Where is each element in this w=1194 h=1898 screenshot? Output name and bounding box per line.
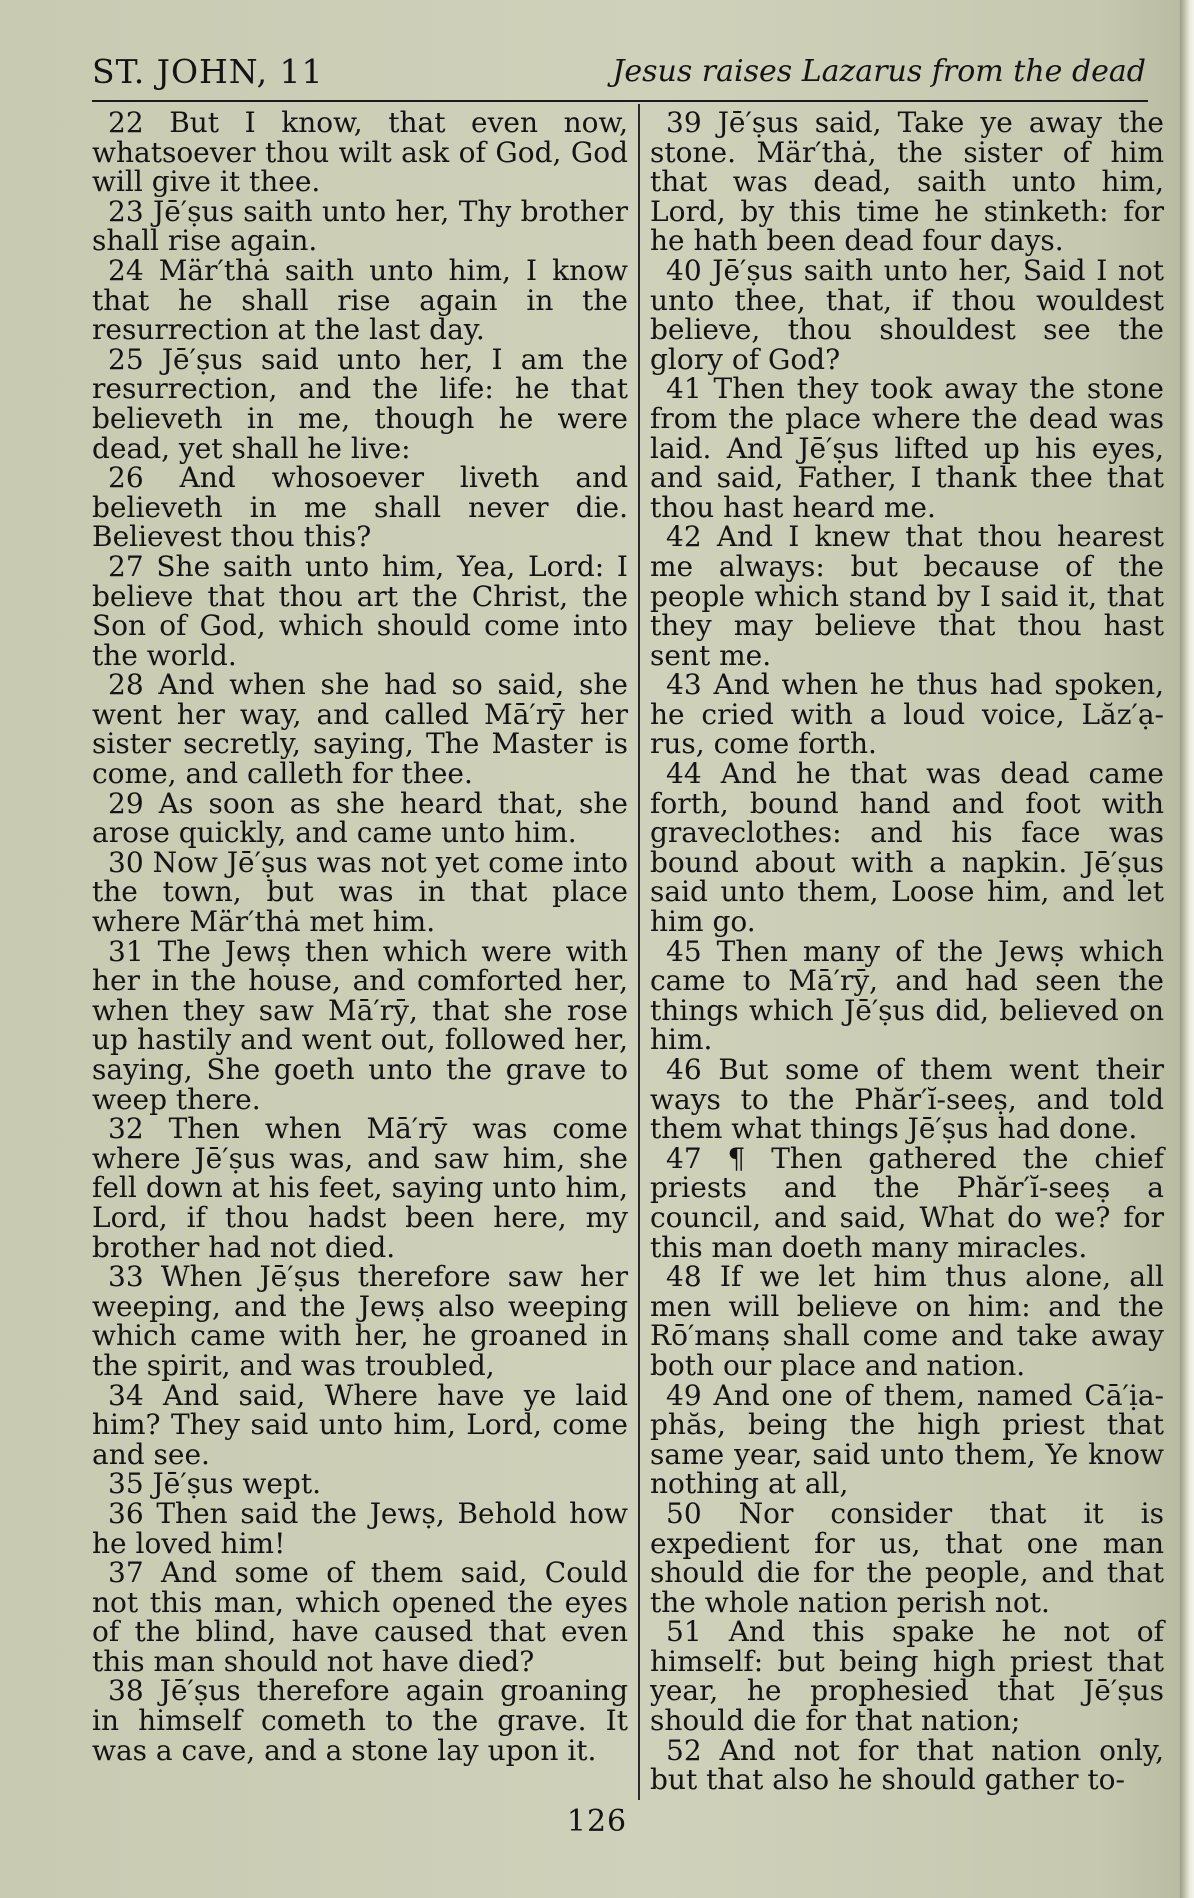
verse: 45 Then many of the Jewṣ which came to Mā′rȳ, and had seen the things which Jē′ṣus did, believed on him. (650, 934, 1164, 1057)
verse: 51 And this spake he not of himself: but being high priest that year, he prophesied that Jē′ṣus should die for that nation; (650, 1615, 1164, 1738)
verse: 22 But I know, that even now, whatsoever thou wilt ask of God, God will give it thee. (92, 106, 628, 199)
verse: 26 And whosoever liveth and believeth in me shall never die. Believest thou this? (92, 461, 628, 554)
verse: 48 If we let him thus alone, all men will believe on him: and the Rō′manṣ shall come and take away both our place and nation. (650, 1260, 1164, 1382)
verse: 43 And when he thus had spoken, he cried with a loud voice, Lăz′ạ-rus, come forth. (650, 668, 1164, 761)
header-rule (92, 100, 1148, 102)
verse: 46 But some of them went their ways to the Phăr′ĭ-seeṣ, and told them what things Jē′ṣus had done. (650, 1053, 1164, 1146)
verse: 23 Jē′ṣus saith unto her, Thy brother shall rise again. (92, 194, 628, 258)
page-number: 126 (566, 1804, 628, 1839)
running-title: Jesus raises Lazarus from the dead (612, 54, 1146, 89)
left-column (92, 108, 628, 1765)
verse: 25 Jē′ṣus said unto her, I am the resurrection, and the life: he that believeth in me, though he were dead, yet shall he live: (92, 342, 628, 465)
verse: 24 Mär′thȧ saith unto him, I know that he shall rise again in the resurrection at the last day. (92, 253, 628, 347)
column-divider (638, 104, 640, 1800)
verse: 47 ¶ Then gathered the chief priests and the Phăr′ĭ-seeṣ a council, and said, What do we? for this man doeth many miracles. (650, 1141, 1164, 1264)
verse: 37 And some of them said, Could not this man, which opened the eyes of the blind, have caused that even this man should not have died? (92, 1556, 628, 1678)
verse: 35 Jē′ṣus wept. (108, 1467, 321, 1501)
verse: 29 As soon as she heard that, she arose quickly, and came unto him. (92, 786, 628, 850)
verse: 28 And when she had so said, she went her way, and called Mā′rȳ her sister secretly, saying, The Master is come, and calleth for thee. (92, 668, 628, 791)
verse: 41 Then they took away the stone from the place where the dead was laid. And Jē′ṣus lifted up his eyes, and said, Father, I thank thee that thou hast heard me. (650, 372, 1164, 524)
verse: 36 Then said the Jewṣ, Behold how he loved him! (92, 1496, 628, 1560)
verse: 33 When Jē′ṣus therefore saw her weeping, and the Jewṣ also weeping which came with her, he groaned in the spirit, and was troubled, (92, 1260, 628, 1382)
verse: 42 And I knew that thou hearest me always: but because of the people which stand by I said it, that they may believe that thou hast sent me. (650, 520, 1164, 672)
verse: 27 She saith unto him, Yea, Lord: I believe that thou art the Christ, the Son of God, which should come into the world. (92, 549, 628, 672)
verse: 30 Now Jē′ṣus was not yet come into the town, but was in that place where Mär′thȧ met him. (92, 845, 628, 939)
verse: 34 And said, Where have ye laid him? They said unto him, Lord, come and see. (92, 1378, 628, 1471)
verse: 40 Jē′ṣus saith unto her, Said I not unto thee, that, if thou wouldest believe, thou shouldest see the glory of God? (650, 253, 1164, 376)
verse: 44 And he that was dead came forth, bound hand and foot with graveclothes: and his face was bound about with a napkin. Jē′ṣus said unto them, Loose him, and let him go. (650, 757, 1164, 939)
verse: 31 The Jewṣ then which were with her in the house, and comforted her, when they saw Mā′rȳ, that she rose up hastily and went out, followed her, saying, She goeth unto the grave to weep there. (92, 934, 628, 1116)
book-chapter-heading: ST. JOHN, 11 (92, 52, 324, 91)
verse: 50 Nor consider that it is expedient for us, that one man should die for the people, and that the whole nation perish not. (650, 1496, 1164, 1619)
verse: 49 And one of them, named Cā′ịa-phăs, being the high priest that same year, said unto them, Ye know nothing at all, (650, 1378, 1164, 1501)
verse: 39 Jē′ṣus said, Take ye away the stone. Mär′thȧ, the sister of him that was dead, saith unto him, Lord, by this time he stinketh: for he hath been dead four days. (650, 106, 1164, 258)
verse: 38 Jē′ṣus therefore again groaning in himself cometh to the grave. It was a cave, and a stone lay upon it. (92, 1674, 628, 1767)
verse: 32 Then when Mā′rȳ was come where Jē′ṣus was, and saw him, she fell down at his feet, saying unto him, Lord, if thou hadst been here, my brother had not died. (92, 1112, 628, 1264)
page-edge (1180, 0, 1194, 1898)
right-column (650, 108, 1164, 1795)
verse: 52 And not for that nation only, but that also he should gather to- (650, 1733, 1164, 1797)
page-header (92, 48, 1146, 96)
